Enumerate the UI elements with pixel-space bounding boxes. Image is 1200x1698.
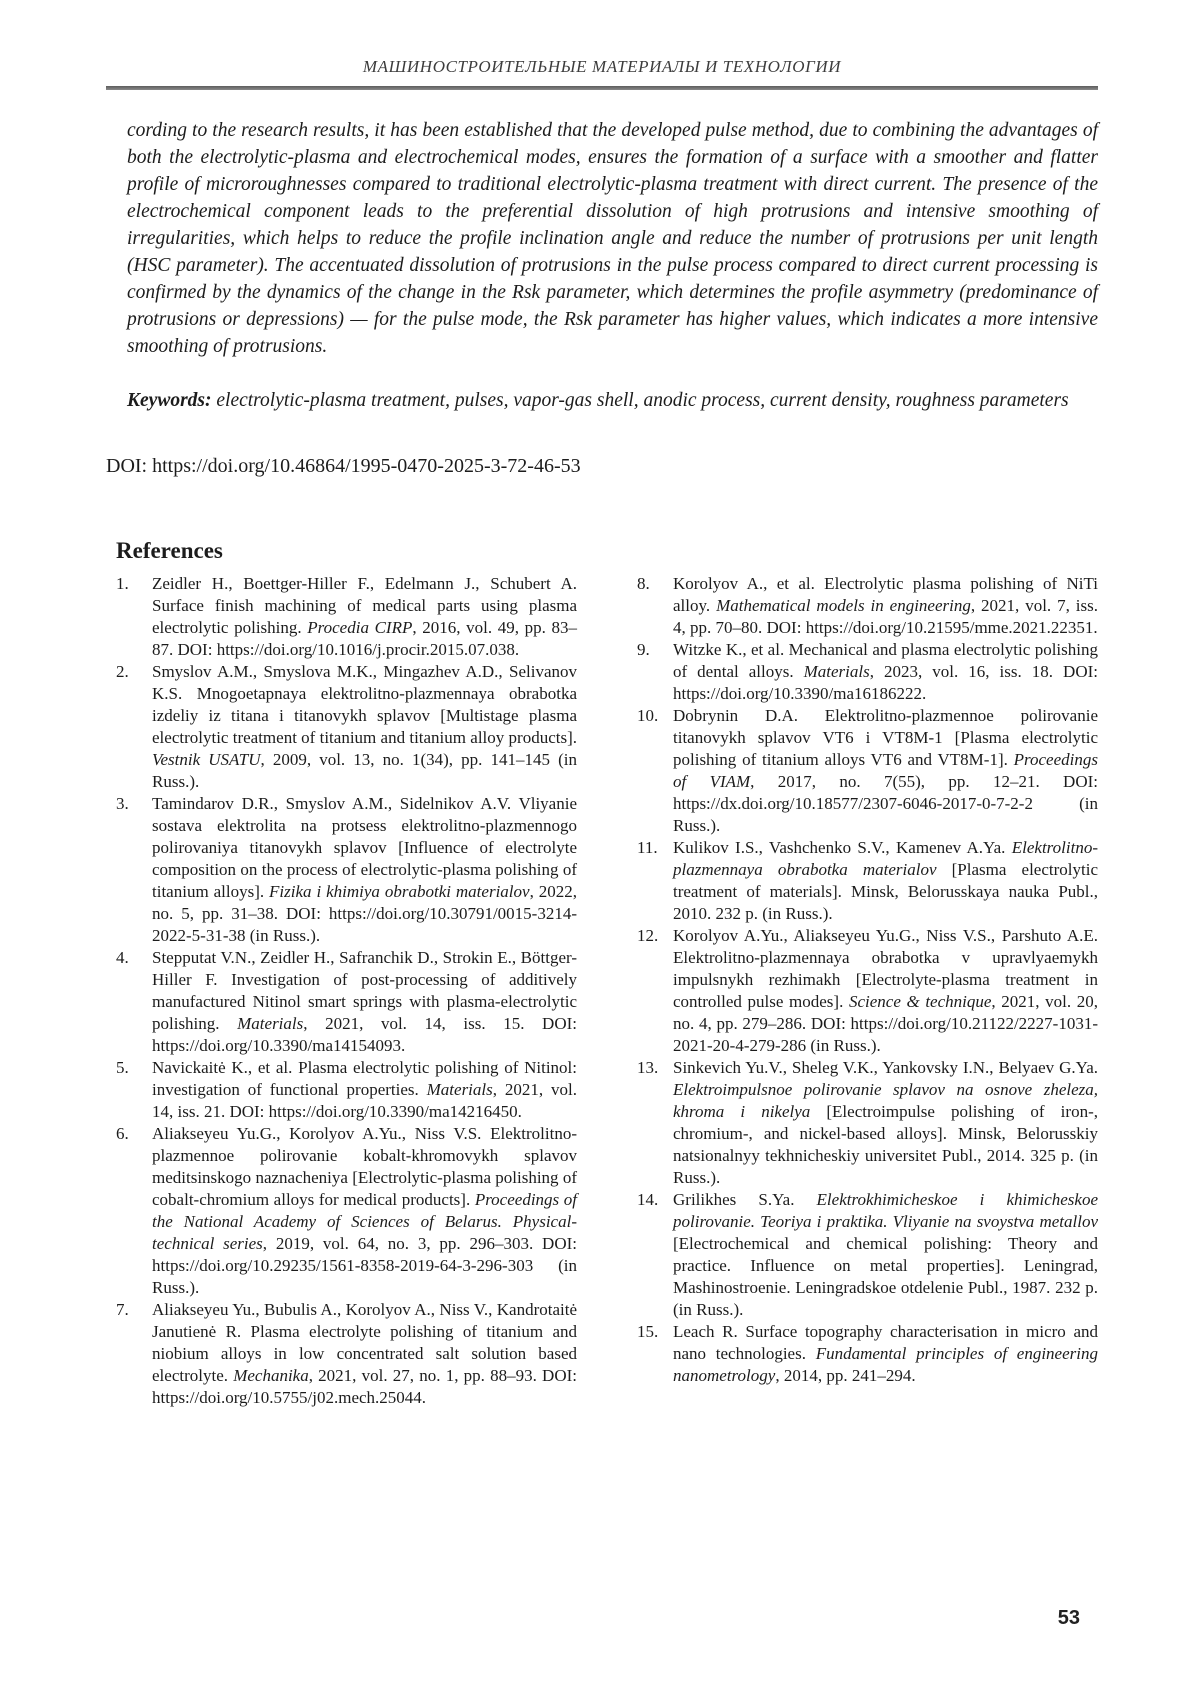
reference-item	[116, 1299, 577, 1409]
reference-item	[116, 947, 577, 1057]
reference-text: Sinkevich Yu.V., Sheleg V.K., Yankovsky I.N., Belyaev G.Ya. Elektroimpulsnoe polirovanie splavov na osnove zheleza, khroma i nikelya [Electroimpulse polishing of iron-, chromium-, and nickel-based alloys]. Minsk, Belorusskiy natsionalnyy tekhnicheskiy universitet Publ., 2014. 325 p. (in Russ.).	[673, 1058, 1098, 1187]
reference-item	[637, 1321, 1098, 1387]
reference-number: 5.	[116, 1058, 129, 1077]
journal-running-title: МАШИНОСТРОИТЕЛЬНЫЕ МАТЕРИАЛЫ И ТЕХНОЛОГИИ	[362, 57, 842, 76]
reference-number: 10.	[637, 706, 659, 725]
reference-text: Aliakseyeu Yu., Bubulis A., Korolyov A., Niss V., Kandrotaitė Janutienė R. Plasma electrolyte polishing of titanium and niobium alloys in low concentrated salt solution based electrolyte. Mechanika, 2021, vol. 27, no. 1, pp. 88–93. DOI: https://doi.org/10.5755/j02.mech.25044.	[152, 1300, 577, 1407]
reference-number: 8.	[637, 574, 650, 593]
reference-text: Grilikhes S.Ya. Elektrokhimicheskoe i khimicheskoe polirovanie. Teoriya i praktika. Vliyanie na svoystva metallov [Electrochemical and chemical polishing: Theory and practice. Influence on metal properties]. Leningrad, Mashinostroenie. Leningradskoe otdelenie Publ., 1987. 232 p. (in Russ.).	[673, 1190, 1099, 1319]
reference-text: Korolyov A.Yu., Aliakseyeu Yu.G., Niss V.S., Parshuto A.E. Elektrolitno-plazmennaya obrabotka v upravlyaemykh impulsnykh rezhimakh [Electrolyte-plasma treatment in controlled pulse modes]. Science & technique, 2021, vol. 20, no. 4, pp. 279–286. DOI: https://doi.org/10.21122/2227-1031-2021-20-4-279-286 (in Russ.).	[673, 926, 1098, 1055]
reference-text: Tamindarov D.R., Smyslov A.M., Sidelnikov A.V. Vliyanie sostava elektrolita na protsess elektrolitno-plazmennogo polirovaniya titanovykh splavov [Influence of electrolyte composition on the process of electrolytic-plasma polishing of titanium alloys]. Fizika i khimiya obrabotki materialov, 2022, no. 5, pp. 31–38. DOI: https://doi.org/10.30791/0015-3214-2022-5-31-38 (in Russ.).	[152, 794, 577, 945]
reference-number: 12.	[637, 926, 659, 945]
reference-number: 2.	[116, 662, 129, 681]
abstract-paragraph: cording to the research results, it has been established that the developed pulse method, due to combining the advantages of both the electrolytic-plasma and electrochemical modes, ensures the formation of a surface with a smoother and flatter profile of microroughnesses compared to traditional electrolytic-plasma treatment with direct current. The presence of the electrochemical component leads to the preferential dissolution of high protrusions and intensive smoothing of irregularities, which helps to reduce the profile inclination angle and reduce the number of protrusions per unit length (HSC parameter). The accentuated dissolution of protrusions in the pulse process compared to direct current processing is confirmed by the dynamics of the change in the Rsk parameter, which determines the profile asymmetry (predominance of protrusions or depressions) — for the pulse mode, the Rsk parameter has higher values, which indicates a more intensive smoothing of protrusions.	[127, 120, 1098, 357]
reference-item	[637, 705, 1098, 837]
reference-item	[637, 925, 1098, 1057]
reference-number: 7.	[116, 1300, 129, 1319]
reference-text: Kulikov I.S., Vashchenko S.V., Kamenev A.Ya. Elektrolitno-plazmennaya obrabotka materialov [Plasma electrolytic treatment of materials]. Minsk, Belorusskaya nauka Publ., 2010. 232 p. (in Russ.).	[673, 838, 1099, 923]
reference-item	[116, 1057, 577, 1123]
keywords-paragraph	[127, 387, 1098, 414]
reference-item	[116, 793, 577, 947]
reference-number: 11.	[637, 838, 658, 857]
doi-line: DOI: https://doi.org/10.46864/1995-0470-2025-3-72-46-53	[106, 455, 581, 477]
reference-text: Korolyov A., et al. Electrolytic plasma polishing of NiTi alloy. Mathematical models in engineering, 2021, vol. 7, iss. 4, pp. 70–80. DOI: https://doi.org/10.21595/mme.2021.22351.	[673, 574, 1098, 637]
reference-text: Aliakseyeu Yu.G., Korolyov A.Yu., Niss V.S. Elektrolitno-plazmennoe polirovanie kobalt-khromovykh splavov meditsinskogo naznacheniya [Electrolytic-plasma polishing of cobalt-chromium alloys for medical products]. Proceedings of the National Academy of Sciences of Belarus. Physical-technical series, 2019, vol. 64, no. 3, pp. 296–303. DOI: https://doi.org/10.29235/1561-8358-2019-64-3-296-303 (in Russ.).	[152, 1124, 577, 1297]
reference-item	[116, 661, 577, 793]
references-column-left	[116, 573, 577, 1409]
reference-item	[116, 573, 577, 661]
keywords-text: electrolytic-plasma treatment, pulses, vapor-gas shell, anodic process, current density, roughness parameters	[216, 390, 1069, 411]
header-rule	[106, 86, 1098, 90]
reference-number: 6.	[116, 1124, 129, 1143]
reference-item	[116, 1123, 577, 1299]
references-columns	[116, 573, 1098, 1409]
reference-item	[637, 1057, 1098, 1189]
references-column-right	[637, 573, 1098, 1409]
reference-number: 3.	[116, 794, 129, 813]
reference-number: 14.	[637, 1190, 659, 1209]
reference-text: Smyslov A.M., Smyslova M.K., Mingazhev A.D., Selivanov K.S. Mnogoetapnaya elektrolitno-plazmennaya obrabotka izdeliy iz titana i titanovykh splavov [Multistage plasma electrolytic treatment of titanium and titanium alloy products]. Vestnik USATU, 2009, vol. 13, no. 1(34), pp. 141–145 (in Russ.).	[152, 662, 577, 791]
reference-text: Leach R. Surface topography characterisation in micro and nano technologies. Fundamental principles of engineering nanometrology, 2014, pp. 241–294.	[673, 1322, 1098, 1385]
reference-text: Dobrynin D.A. Elektrolitno-plazmennoe polirovanie titanovykh splavov VT6 i VT8M-1 [Plasma electrolytic polishing of titanium alloys VT6 and VT8M-1]. Proceedings of VIAM, 2017, no. 7(55), pp. 12–21. DOI: https://dx.doi.org/10.18577/2307-6046-2017-0-7-2-2 (in Russ.).	[673, 706, 1098, 835]
reference-item	[637, 837, 1098, 925]
keywords-label: Keywords:	[127, 390, 212, 411]
references-heading: References	[116, 538, 223, 563]
reference-number: 15.	[637, 1322, 659, 1341]
reference-number: 1.	[116, 574, 129, 593]
page-number: 53	[1057, 1607, 1080, 1629]
page-content	[106, 0, 1098, 1409]
reference-text: Witzke K., et al. Mechanical and plasma electrolytic polishing of dental alloys. Materials, 2023, vol. 16, iss. 18. DOI: https://doi.org/10.3390/ma16186222.	[673, 640, 1098, 703]
reference-item	[637, 639, 1098, 705]
reference-number: 13.	[637, 1058, 659, 1077]
reference-text: Stepputat V.N., Zeidler H., Safranchik D., Strokin E., Böttger-Hiller F. Investigation of post-processing of additively manufactured Nitinol smart springs with plasma-electrolytic polishing. Materials, 2021, vol. 14, iss. 15. DOI: https://doi.org/10.3390/ma14154093.	[152, 948, 577, 1055]
reference-number: 4.	[116, 948, 129, 967]
reference-item	[637, 1189, 1098, 1321]
reference-text: Navickaitė K., et al. Plasma electrolytic polishing of Nitinol: investigation of functional properties. Materials, 2021, vol. 14, iss. 21. DOI: https://doi.org/10.3390/ma14216450.	[152, 1058, 577, 1121]
reference-item	[637, 573, 1098, 639]
reference-number: 9.	[637, 640, 650, 659]
reference-text: Zeidler H., Boettger-Hiller F., Edelmann J., Schubert A. Surface finish machining of medical parts using plasma electrolytic polishing. Procedia CIRP, 2016, vol. 49, pp. 83–87. DOI: https://doi.org/10.1016/j.procir.2015.07.038.	[152, 574, 577, 659]
